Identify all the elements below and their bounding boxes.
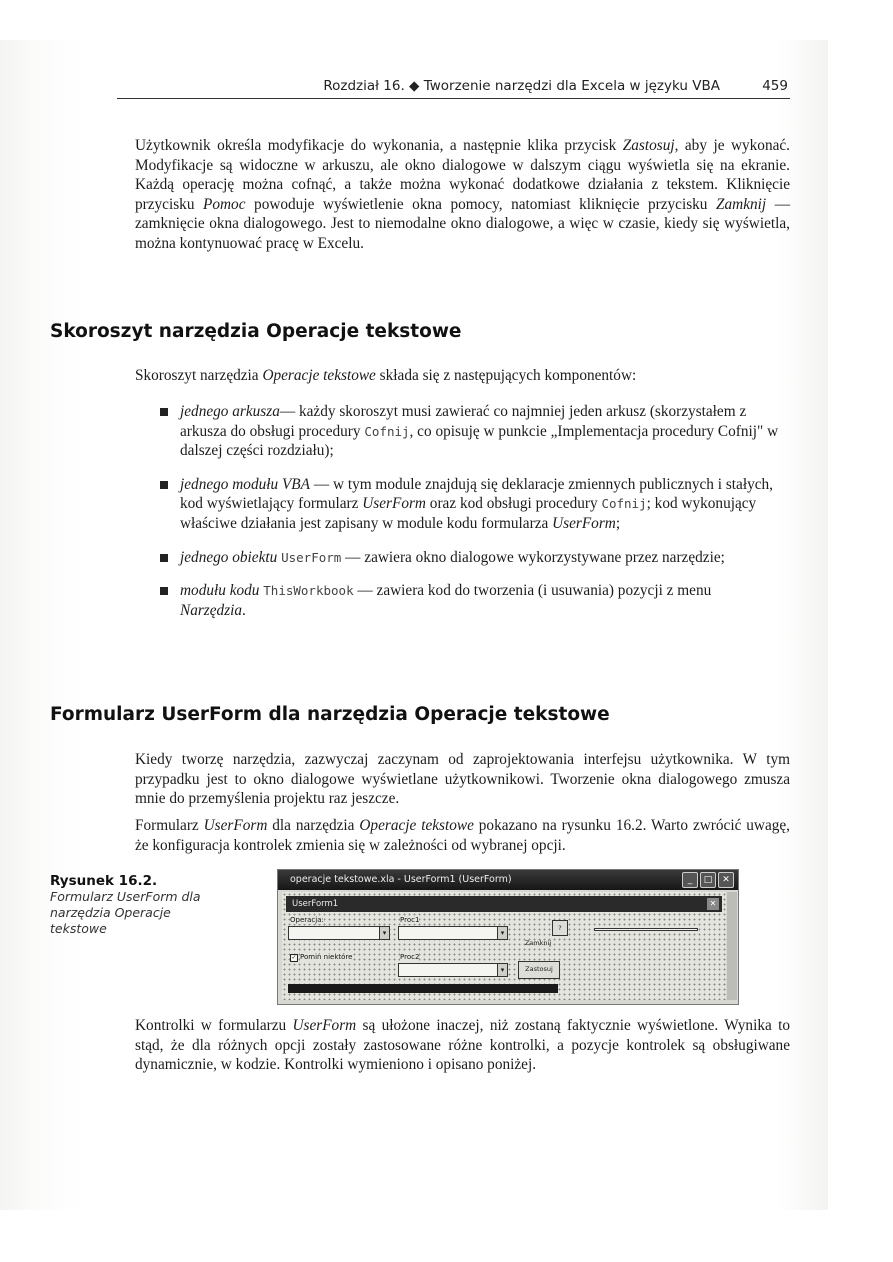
- list-item: [160, 475, 780, 534]
- emphasis: Operacje tekstowe: [262, 367, 376, 384]
- window-buttons: [682, 872, 734, 888]
- text-run: pokazano na rysunku 16.2. Warto zwrócić uwagę, że konfiguracja kontrolek zmienia się w zależności od wybranej opcji.: [135, 817, 791, 854]
- code: Cofnij: [364, 423, 410, 439]
- minimize-icon[interactable]: _: [682, 872, 698, 888]
- userform-screenshot: [277, 869, 739, 1005]
- code: Cofnij: [601, 496, 647, 512]
- text-run: .: [242, 601, 246, 619]
- running-head-title: Rozdział 16. ◆ Tworzenie narzędzi dla Excela w języku VBA: [323, 78, 720, 94]
- components-list: [160, 402, 780, 634]
- proc1-label: Proc1: [400, 916, 420, 924]
- emphasis: UserForm: [552, 514, 616, 532]
- text-run: — w tym module znajdują się deklaracje zmiennych publicznych i stałych, kod wyświetlający formularz: [180, 475, 774, 513]
- close-icon[interactable]: ✕: [718, 872, 734, 888]
- section-heading-workbook: Skoroszyt narzędzia Operacje tekstowe: [50, 321, 462, 342]
- text-run: ;: [615, 514, 621, 532]
- workbook-lead: [135, 366, 790, 386]
- text-run: — każdy skoroszyt musi zawierać co najmniej jeden arkusz (skorzystałem z arkusza do obsługi procedury: [180, 403, 747, 440]
- text-run: oraz kod obsługi procedury: [425, 495, 602, 513]
- bullet-square-icon: [160, 554, 168, 562]
- figure-caption: [50, 873, 220, 937]
- form-title: UserForm1: [292, 899, 339, 909]
- emphasis: Narzędzia: [180, 601, 243, 619]
- chevron-down-icon[interactable]: ▾: [379, 927, 389, 939]
- emphasis: Pomoc: [203, 195, 246, 213]
- chevron-down-icon[interactable]: ▾: [497, 964, 507, 976]
- proc2-combobox[interactable]: [398, 963, 508, 977]
- operacja-label: Operacja:: [290, 916, 324, 924]
- progress-bar: [288, 984, 558, 993]
- bullet-square-icon: [160, 481, 168, 489]
- zamknij-button[interactable]: Zamknij: [524, 939, 552, 947]
- bullet-square-icon: [160, 408, 168, 416]
- vbe-window-titlebar: [278, 870, 738, 890]
- form-titlebar: [286, 896, 722, 912]
- text-run: Użytkownik określa modyfikacje do wykonania, a następnie klika przycisk: [135, 137, 623, 154]
- text-run: — zawiera kod do tworzenia (i usuwania) pozycji z menu: [353, 582, 712, 600]
- text-run: Kontrolki w formularzu: [135, 1017, 293, 1034]
- emphasis: jednego obiektu: [180, 548, 278, 566]
- code: UserForm: [281, 549, 342, 565]
- operacja-combobox[interactable]: [288, 926, 390, 940]
- text-run: składa się z następujących komponentów:: [375, 367, 637, 384]
- text-run: Formularz: [135, 817, 204, 834]
- text-run: , co opisuję w punkcie „Implementacja procedury Cofnij" w dalszej części rozdziału);: [180, 422, 779, 460]
- text-run: powoduje wyświetlenie okna pomocy, natomiast kliknięcie przycisku: [245, 195, 717, 213]
- emphasis: Zastosuj: [622, 137, 675, 154]
- code: ThisWorkbook: [263, 583, 354, 599]
- caption-title: Rysunek 16.2.: [50, 873, 158, 889]
- proc2-label: Proc2: [400, 953, 420, 961]
- text-run: są ułożone inaczej, niż zostaną faktycznie wyświetlone. Wynika to stąd, że dla różnych opcji zostały zastosowane różne kontrolki, a pozycje kontrolek są obsługiwane dynamicznie, w kodzie. Kontrolki wymieniono i opisano poniżej.: [135, 1017, 790, 1074]
- form-designer-canvas: [282, 892, 726, 1000]
- text-run: ; kod wykonujący właściwe działania jest zapisany w module kodu formularza: [180, 495, 757, 532]
- skip-checkbox-label: Pomiń niektóre: [300, 953, 353, 961]
- vertical-scrollbar[interactable]: [727, 892, 737, 1000]
- chevron-down-icon[interactable]: ▾: [497, 927, 507, 939]
- help-button[interactable]: ?: [552, 920, 568, 936]
- emphasis: UserForm: [203, 817, 268, 834]
- emphasis: Zamknij: [716, 195, 767, 213]
- text-run: , aby je wykonać. Modyfikacje są widoczne w arkuszu, ale okno dialogowe w dalszym ciągu wyświetla się na ekranie. Każdą operację można cofnąć, a także można wykonać dodatkowe działania z tekstem. Kliknięcie przycisku: [135, 137, 791, 213]
- userform-paragraph-1: Kiedy tworzę narzędzia, zazwyczaj zaczynam od zaprojektowania interfejsu użytkownika. W tym przypadku jest to okno dialogowe wyświetlane użytkownikowi. Tworzenie okna dialogowego zmusza mnie do przemyślenia projektu raz jeszcze.: [135, 751, 790, 808]
- running-head: [117, 76, 790, 99]
- list-item: [160, 581, 780, 620]
- proc1-combobox[interactable]: [398, 926, 508, 940]
- caption-text: Formularz UserForm dla narzędzia Operacje tekstowe: [50, 889, 201, 936]
- preview-line: [594, 928, 698, 931]
- emphasis: jednego arkusza: [180, 403, 280, 420]
- emphasis: jednego modułu VBA: [180, 475, 310, 493]
- emphasis: modułu kodu: [180, 582, 260, 600]
- zastosuj-button[interactable]: Zastosuj: [518, 961, 560, 979]
- text-run: — zawiera okno dialogowe wykorzystywane przez narzędzie;: [341, 548, 725, 566]
- list-item: [160, 402, 780, 461]
- text-run: Skoroszyt narzędzia: [135, 367, 263, 384]
- userform-paragraph-2: [135, 816, 790, 855]
- skip-checkbox[interactable]: ✓: [291, 954, 297, 961]
- window-title: operacje tekstowe.xla - UserForm1 (UserForm): [290, 874, 512, 885]
- emphasis: UserForm: [362, 495, 426, 513]
- intro-paragraph: [135, 136, 790, 254]
- form-close-icon[interactable]: ✕: [707, 898, 719, 910]
- text-run: dla narzędzia: [267, 817, 360, 834]
- bullet-square-icon: [160, 587, 168, 595]
- page-number: 459: [762, 78, 788, 94]
- list-item: [160, 548, 780, 568]
- text-run: — zamknięcie okna dialogowego. Jest to niemodalne okno dialogowe, a więc w czasie, kiedy się wyświetla, można kontynuować pracę w Excelu.: [135, 195, 790, 252]
- section-heading-userform: Formularz UserForm dla narzędzia Operacje tekstowe: [50, 704, 610, 725]
- maximize-icon[interactable]: □: [700, 872, 716, 888]
- emphasis: UserForm: [292, 1017, 357, 1034]
- controls-paragraph: [135, 1016, 790, 1075]
- emphasis: Operacje tekstowe: [359, 817, 474, 834]
